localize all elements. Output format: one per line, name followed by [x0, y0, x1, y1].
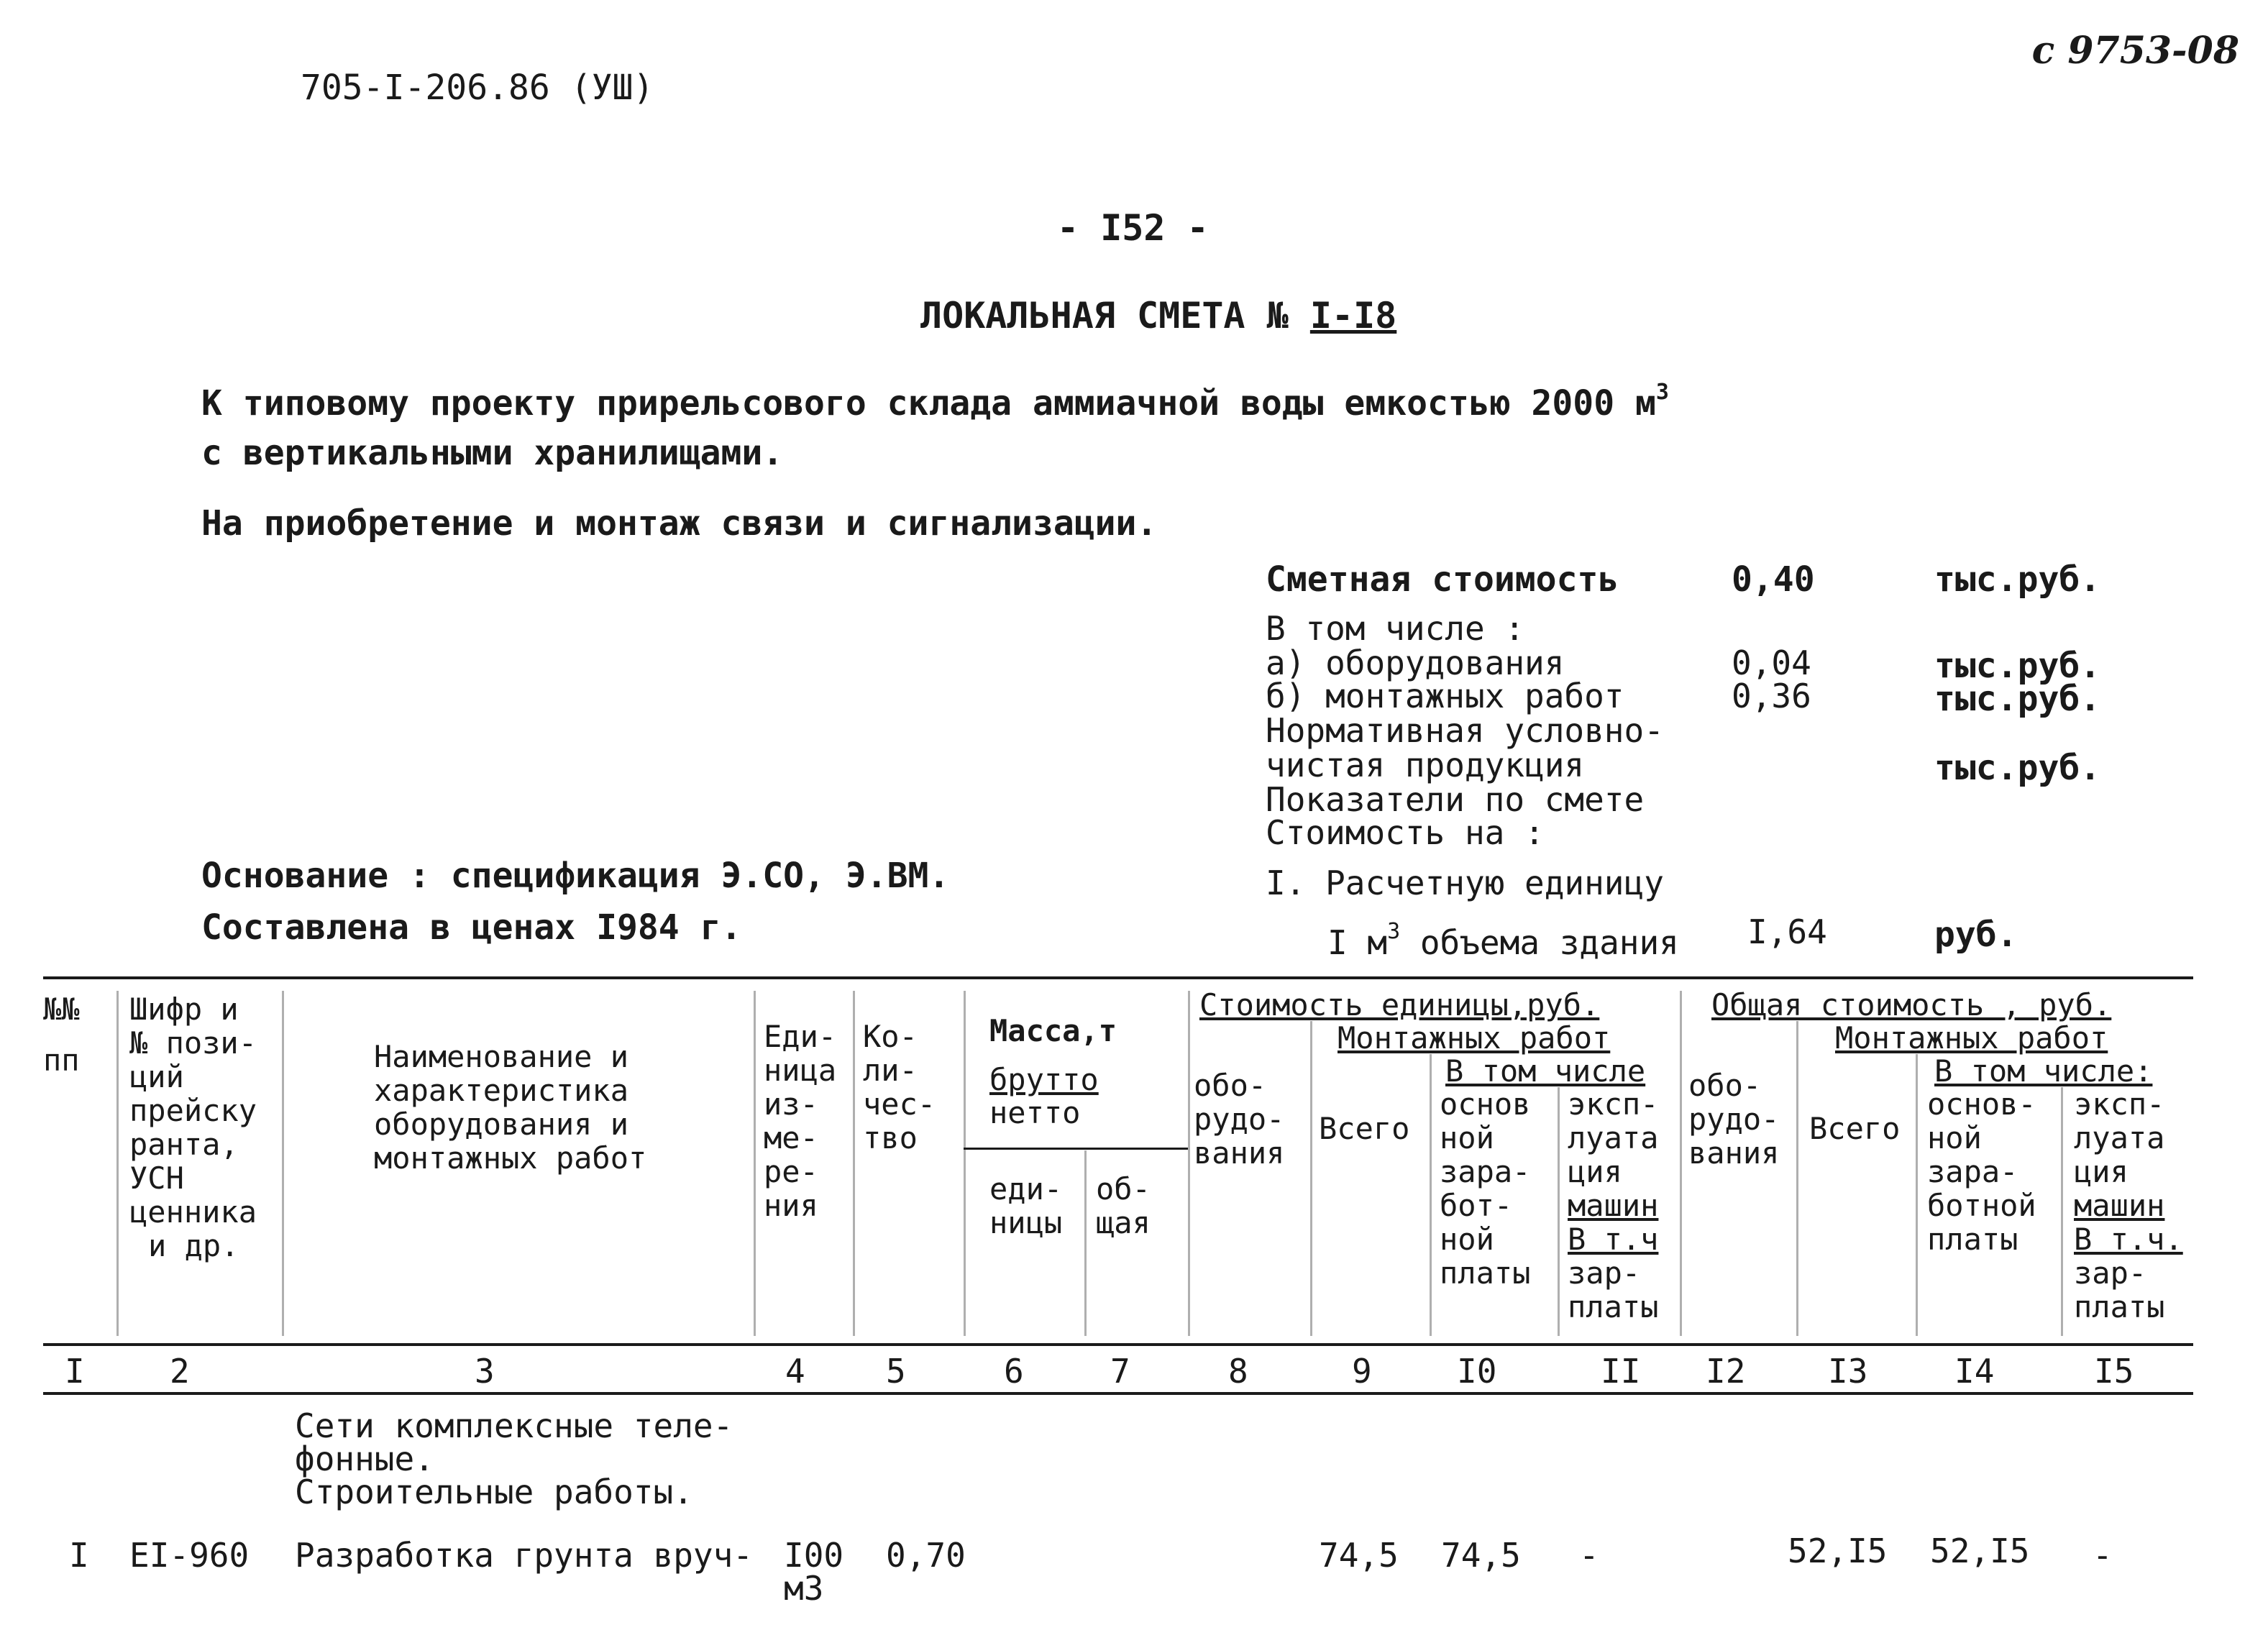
- unit-label: I. Расчетную единицу: [1266, 864, 1664, 902]
- intro-line-2: с вертикальными хранилищами.: [201, 433, 784, 473]
- row-mount-machines: -: [1579, 1536, 1599, 1575]
- mount-value: 0,36: [1732, 677, 1811, 715]
- col-divider: [1558, 1087, 1560, 1336]
- row-mount-total: 74,5: [1319, 1536, 1399, 1575]
- header-bottom-rule: [43, 1343, 2193, 1346]
- col-divider: [964, 991, 966, 1336]
- col-divider: [1680, 991, 1682, 1336]
- row-total-machines: -: [2093, 1536, 2113, 1575]
- total-base-wage-header: основ- ной зара- ботной платы: [1927, 1086, 2036, 1257]
- table-header-code: Шифр и № пози- ций прейску ранта, УСН ценника и др.: [129, 992, 257, 1263]
- table-header-name: Наименование и характеристика оборудования и монтажных работ: [374, 1039, 647, 1176]
- page-title: [920, 295, 1396, 337]
- col-divider: [1916, 1054, 1918, 1336]
- mount-label: б) монтажных работ: [1266, 677, 1624, 715]
- norm-unit: тыс.руб.: [1934, 748, 2101, 788]
- unit-incl-header: В том числе: [1445, 1053, 1646, 1089]
- norm-label-2: чистая продукция: [1266, 746, 1585, 784]
- table-top-rule: [43, 976, 2193, 979]
- col-divider: [1310, 1021, 1312, 1336]
- total-incl-header: В том числе:: [1934, 1053, 2153, 1089]
- colnum: I5: [2094, 1352, 2134, 1391]
- colnum: I2: [1706, 1352, 1746, 1391]
- colnum: 5: [886, 1352, 906, 1391]
- table-header-unit: Еди- ница из- ме- ре- ния: [764, 1019, 837, 1223]
- indicators-label: Показатели по смете: [1266, 780, 1645, 819]
- equip-value: 0,04: [1732, 644, 1811, 682]
- total-mount-header: Монтажных работ: [1835, 1020, 2108, 1056]
- col-divider: [1084, 1150, 1087, 1336]
- colnum: 2: [170, 1352, 190, 1391]
- row-code: ЕI-960: [129, 1536, 250, 1575]
- colnum: I: [65, 1352, 85, 1391]
- colnum: I0: [1457, 1352, 1497, 1391]
- mass-netto: нетто: [989, 1095, 1081, 1130]
- unit-machines-header: эксп- луата ция машин В т.ч зар- платы: [1568, 1086, 1659, 1324]
- prices-line: Составлена в ценах I984 г.: [201, 907, 742, 948]
- unit-volume-value: I,64: [1747, 912, 1827, 951]
- unit-base-wage-header: основ ной зара- бот- ной платы: [1440, 1086, 1531, 1291]
- equip-label: а) оборудования: [1266, 644, 1565, 682]
- col-divider: [2061, 1087, 2063, 1336]
- unit-cost-header: Стоимость единицы,руб.: [1199, 987, 1600, 1022]
- colnum: 3: [475, 1352, 495, 1391]
- mount-unit: тыс.руб.: [1934, 679, 2101, 719]
- col-divider: [853, 991, 855, 1336]
- cost-label: Сметная стоимость: [1266, 559, 1619, 600]
- colnum: I3: [1828, 1352, 1868, 1391]
- row-qty: 0,70: [886, 1536, 966, 1575]
- page-number: - I52 -: [1057, 207, 1209, 249]
- incl-label: В том числе :: [1266, 609, 1525, 648]
- table-header-qty: Ко- ли- чес- тво: [863, 1019, 936, 1155]
- equip-unit: тыс.руб.: [1934, 646, 2101, 686]
- title-prefix: ЛОКАЛЬНАЯ СМЕТА №: [920, 295, 1289, 337]
- row-mount-base: 74,5: [1441, 1536, 1521, 1575]
- unit-mount-header: Монтажных работ: [1338, 1020, 1611, 1056]
- norm-label-1: Нормативная условно-: [1266, 711, 1664, 750]
- col-divider: [1188, 991, 1190, 1336]
- row-name: Разработка грунта вруч-: [295, 1536, 753, 1575]
- colnum: 9: [1352, 1352, 1372, 1391]
- unit-volume-unit: руб.: [1934, 915, 2018, 955]
- mass-split-rule: [964, 1148, 1188, 1150]
- unit-all-header: Всего: [1319, 1111, 1410, 1146]
- total-all-header: Всего: [1809, 1111, 1901, 1146]
- mass-per-unit: еди- ницы: [989, 1171, 1063, 1240]
- intro-sup: 3: [1655, 380, 1669, 405]
- document-code: 705-I-206.86 (УШ): [301, 68, 654, 108]
- col-divider: [282, 991, 284, 1336]
- row-unit: I00 м3: [784, 1536, 844, 1608]
- cost-value: 0,40: [1732, 559, 1815, 600]
- mass-total: об- щая: [1096, 1171, 1151, 1240]
- colnum: I4: [1954, 1352, 1995, 1391]
- col-divider: [116, 991, 119, 1336]
- colnum: II: [1601, 1352, 1641, 1391]
- table-header-no: №№ пп: [43, 992, 80, 1078]
- cost-unit: тыс.руб.: [1934, 559, 2101, 600]
- colnum: 4: [785, 1352, 805, 1391]
- title-number: I-I8: [1309, 295, 1397, 337]
- colnum: 8: [1228, 1352, 1248, 1391]
- col-divider: [754, 991, 756, 1336]
- unit-equip-header: обо- рудо- вания: [1194, 1068, 1285, 1171]
- total-machines-header: эксп- луата ция машин В т.ч. зар- платы: [2074, 1086, 2183, 1324]
- row-num: I: [69, 1536, 89, 1575]
- mass-brutto: брутто: [989, 1062, 1099, 1097]
- basis-line: Основание : спецификация Э.СО, Э.ВМ.: [201, 856, 950, 896]
- unit-volume-label: I $м^3$ объема здания: [1327, 919, 1679, 962]
- colnum: 7: [1110, 1352, 1130, 1391]
- archive-stamp: с 9753-08: [2031, 29, 2239, 73]
- colnum: 6: [1004, 1352, 1024, 1391]
- intro-line-1: К типовому проекту прирельсового склада аммиачной воды емкостью 2000 $м^3$: [201, 380, 1669, 424]
- row-total-base: 52,I5: [1930, 1532, 2030, 1570]
- row-total-mount: 52,I5: [1788, 1532, 1888, 1570]
- mass-header: Масса,т: [989, 1013, 1117, 1048]
- col-divider: [1430, 1054, 1432, 1336]
- intro-line-3: На приобретение и монтаж связи и сигнализации.: [201, 503, 1158, 544]
- total-equip-header: обо- рудо- вания: [1688, 1068, 1780, 1171]
- cost-on-label: Стоимость на :: [1266, 813, 1545, 852]
- section-title: Сети комплексные теле- фонные. Строительные работы.: [295, 1406, 733, 1511]
- col-divider: [1796, 1021, 1798, 1336]
- total-cost-header: Общая стоимость , руб.: [1711, 987, 2112, 1022]
- colnum-bottom-rule: [43, 1392, 2193, 1395]
